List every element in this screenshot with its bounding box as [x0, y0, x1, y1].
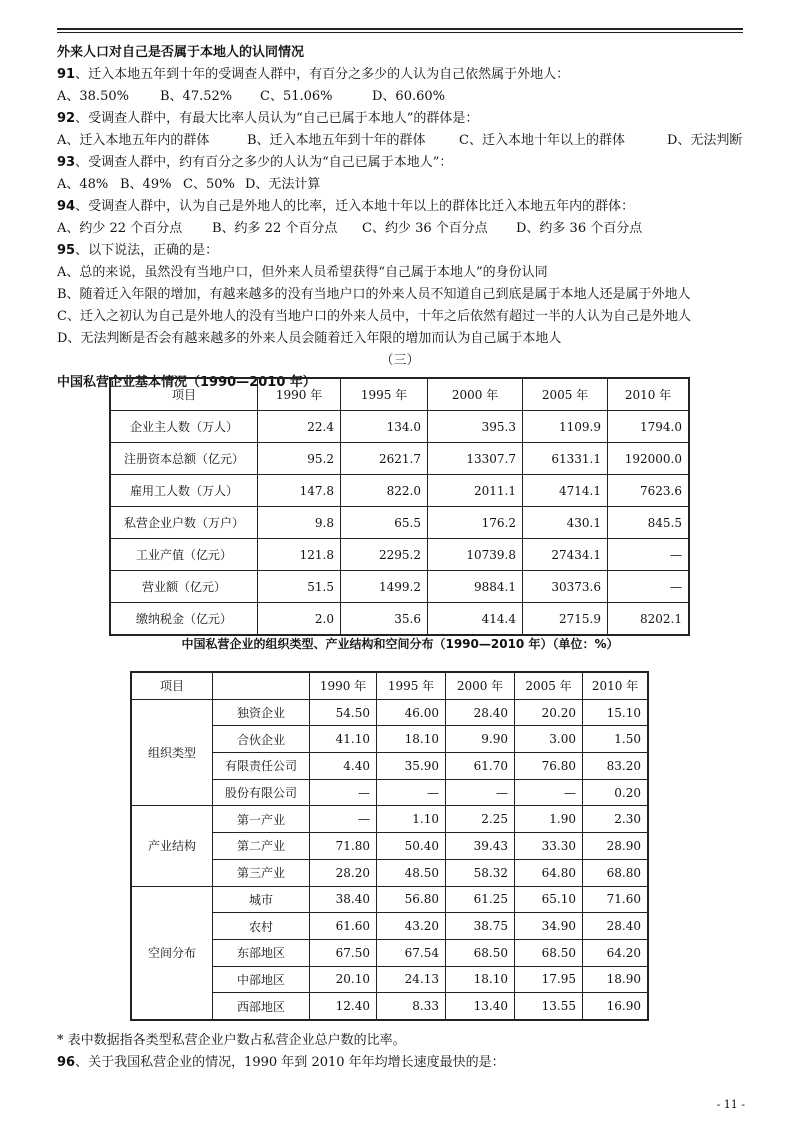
column-header: [213, 672, 310, 699]
table-cell: 8202.1: [608, 603, 690, 636]
table-cell: 56.80: [377, 886, 446, 913]
table-cell: 61.60: [310, 913, 377, 940]
table-cell: 22.4: [258, 411, 341, 443]
table-cell: 39.43: [446, 833, 515, 860]
table-cell: 76.80: [515, 753, 583, 780]
table-cell: 430.1: [523, 507, 608, 539]
table-cell: 24.13: [377, 966, 446, 993]
table-cell: 192000.0: [608, 443, 690, 475]
column-header: 2005 年: [523, 378, 608, 411]
row-label: 第二产业: [213, 833, 310, 860]
table-cell: 20.20: [515, 699, 583, 726]
table-cell: 395.3: [428, 411, 523, 443]
question-91: [57, 64, 757, 86]
table-cell: —: [608, 571, 690, 603]
table-cell: 61331.1: [523, 443, 608, 475]
question-number: 91: [57, 67, 76, 82]
table-cell: 64.20: [583, 939, 649, 966]
table-cell: 2295.2: [341, 539, 428, 571]
option: B、47.52%: [160, 89, 233, 104]
option: D、60.60%: [372, 89, 445, 104]
table-cell: 28.20: [310, 859, 377, 886]
table-cell: 38.40: [310, 886, 377, 913]
table-row: [131, 886, 648, 913]
table-cell: 30373.6: [523, 571, 608, 603]
table-cell: 48.50: [377, 859, 446, 886]
column-header: 1995 年: [341, 378, 428, 411]
group-label: 组织类型: [131, 699, 213, 806]
group-label: 空间分布: [131, 886, 213, 1020]
option: C、51.06%: [260, 89, 333, 104]
table-cell: 1.50: [583, 726, 649, 753]
table-cell: 67.50: [310, 939, 377, 966]
row-label: 中部地区: [213, 966, 310, 993]
structure-table: [130, 671, 649, 1021]
question-number: 96: [57, 1055, 76, 1070]
table-cell: 845.5: [608, 507, 690, 539]
table-cell: 65.10: [515, 886, 583, 913]
table-cell: 58.32: [446, 859, 515, 886]
table-cell: 65.5: [341, 507, 428, 539]
question-number: 94: [57, 199, 76, 214]
table-cell: 71.80: [310, 833, 377, 860]
table-cell: 17.95: [515, 966, 583, 993]
table2-title: 中国私营企业的组织类型、产业结构和空间分布（1990—2010 年）（单位：%）: [181, 637, 619, 651]
header-rule: [57, 28, 743, 30]
option: B、迁入本地五年到十年的群体: [247, 133, 426, 148]
option: A、38.50%: [57, 89, 129, 104]
row-label: 有限责任公司: [213, 753, 310, 780]
table-cell: 33.30: [515, 833, 583, 860]
table-cell: 134.0: [341, 411, 428, 443]
table-cell: 1794.0: [608, 411, 690, 443]
table-cell: 1499.2: [341, 571, 428, 603]
table-cell: 41.10: [310, 726, 377, 753]
option: C、约少 36 个百分点: [362, 221, 488, 236]
table-row: [110, 475, 689, 507]
row-label: 缴纳税金（亿元）: [110, 603, 258, 636]
row-label: 营业额（亿元）: [110, 571, 258, 603]
questions-section: [57, 42, 757, 394]
row-label: 农村: [213, 913, 310, 940]
row-label: 私营企业户数（万户）: [110, 507, 258, 539]
table-cell: —: [515, 779, 583, 806]
option-95-c: C、迁入之初认为自己是外地人的没有当地户口的外来人员中，十年之后依然有超过一半的人认为自己是外地人: [57, 309, 691, 324]
table-cell: —: [608, 539, 690, 571]
options-93: [57, 174, 757, 196]
row-label: 独资企业: [213, 699, 310, 726]
table-cell: 4.40: [310, 753, 377, 780]
table-cell: 34.90: [515, 913, 583, 940]
question-number: 95: [57, 243, 76, 258]
question-95: [57, 240, 757, 262]
option: D、无法判断: [667, 133, 743, 148]
question-93: [57, 152, 757, 174]
question-text: 、以下说法，正确的是：: [75, 243, 219, 258]
table-cell: 18.10: [446, 966, 515, 993]
table-cell: 147.8: [258, 475, 341, 507]
column-header: 1990 年: [310, 672, 377, 699]
row-label: 工业产值（亿元）: [110, 539, 258, 571]
table-cell: —: [446, 779, 515, 806]
table-cell: —: [310, 806, 377, 833]
table-cell: 20.10: [310, 966, 377, 993]
table-cell: 9.90: [446, 726, 515, 753]
table-cell: 2715.9: [523, 603, 608, 636]
option: B、49%: [120, 177, 172, 192]
column-header: 2010 年: [608, 378, 690, 411]
table-cell: 8.33: [377, 993, 446, 1020]
option-95-a: A、总的来说，虽然没有当地户口，但外来人员希望获得“自己属于本地人”的身份认同: [57, 265, 548, 280]
table-cell: 27434.1: [523, 539, 608, 571]
column-header: 项目: [131, 672, 213, 699]
table-row: [110, 411, 689, 443]
table-cell: 822.0: [341, 475, 428, 507]
table-cell: 3.00: [515, 726, 583, 753]
question-number: 93: [57, 155, 76, 170]
table-row: [110, 571, 689, 603]
option: A、迁入本地五年内的群体: [57, 133, 210, 148]
table-cell: 10739.8: [428, 539, 523, 571]
table-cell: 4714.1: [523, 475, 608, 507]
table-row: [131, 699, 648, 726]
table-cell: 28.40: [583, 913, 649, 940]
table-cell: 54.50: [310, 699, 377, 726]
table-header-row: [131, 672, 648, 699]
table-cell: 2.25: [446, 806, 515, 833]
table-cell: 9884.1: [428, 571, 523, 603]
table1-title: 中国私营企业基本情况（1990—2010 年）: [57, 375, 316, 390]
row-label: 城市: [213, 886, 310, 913]
table-cell: 83.20: [583, 753, 649, 780]
row-label: 企业主人数（万人）: [110, 411, 258, 443]
option: A、48%: [57, 177, 109, 192]
option: B、约多 22 个百分点: [212, 221, 338, 236]
row-label: 东部地区: [213, 939, 310, 966]
table-cell: 50.40: [377, 833, 446, 860]
options-91: [57, 86, 757, 108]
table-row: [110, 507, 689, 539]
table-cell: 43.20: [377, 913, 446, 940]
table-cell: 1109.9: [523, 411, 608, 443]
options-92: [57, 130, 757, 152]
column-header: 2010 年: [583, 672, 649, 699]
table-row: [110, 443, 689, 475]
row-label: 股份有限公司: [213, 779, 310, 806]
table-cell: 18.10: [377, 726, 446, 753]
option: C、迁入本地十年以上的群体: [459, 133, 625, 148]
column-header: 项目: [110, 378, 258, 411]
table-cell: 64.80: [515, 859, 583, 886]
row-label: 西部地区: [213, 993, 310, 1020]
question-text: 、受调查人群中，认为自己是外地人的比率，迁入本地十年以上的群体比迁入本地五年内的群体：: [75, 199, 635, 214]
page-number: - 11 -: [716, 1098, 745, 1111]
option: C、50%: [183, 177, 235, 192]
table-cell: 35.90: [377, 753, 446, 780]
table-cell: 67.54: [377, 939, 446, 966]
table-header-row: [110, 378, 689, 411]
table-cell: 0.20: [583, 779, 649, 806]
table-cell: 13.40: [446, 993, 515, 1020]
question-96: [57, 1052, 505, 1074]
table-cell: 2.0: [258, 603, 341, 636]
column-header: 2000 年: [446, 672, 515, 699]
table-cell: 28.40: [446, 699, 515, 726]
question-number: 92: [57, 111, 76, 126]
table-cell: 1.90: [515, 806, 583, 833]
option-95-b: B、随着迁入年限的增加，有越来越多的没有当地户口的外来人员不知道自己到底是属于本地人还是属于外地人: [57, 287, 691, 302]
question-text: 、受调查人群中，约有百分之多少的人认为“自己已属于本地人”：: [75, 155, 453, 170]
table-cell: 16.90: [583, 993, 649, 1020]
option: A、约少 22 个百分点: [57, 221, 183, 236]
table-cell: 121.8: [258, 539, 341, 571]
question-94: [57, 196, 757, 218]
table-cell: 1.10: [377, 806, 446, 833]
table-cell: 28.90: [583, 833, 649, 860]
table-cell: 176.2: [428, 507, 523, 539]
table-cell: 414.4: [428, 603, 523, 636]
question-text: 、关于我国私营企业的情况，1990 年到 2010 年年均增长速度最快的是：: [75, 1055, 505, 1070]
table-cell: 18.90: [583, 966, 649, 993]
table-cell: 15.10: [583, 699, 649, 726]
table-cell: 61.70: [446, 753, 515, 780]
table-cell: 2621.7: [341, 443, 428, 475]
row-label: 合伙企业: [213, 726, 310, 753]
table-cell: 12.40: [310, 993, 377, 1020]
row-label: 第三产业: [213, 859, 310, 886]
header-rule-thin: [57, 32, 743, 33]
question-text: 、受调查人群中，有最大比率人员认为“自己已属于本地人”的群体是：: [75, 111, 479, 126]
row-label: 第一产业: [213, 806, 310, 833]
table-cell: —: [377, 779, 446, 806]
option: D、约多 36 个百分点: [516, 221, 643, 236]
table-cell: 68.50: [515, 939, 583, 966]
table-cell: —: [310, 779, 377, 806]
group-label: 产业结构: [131, 806, 213, 886]
table-cell: 2011.1: [428, 475, 523, 507]
table-cell: 7623.6: [608, 475, 690, 507]
table-cell: 68.50: [446, 939, 515, 966]
table-cell: 2.30: [583, 806, 649, 833]
table-row: [110, 603, 689, 636]
section-heading: 外来人口对自己是否属于本地人的认同情况: [57, 45, 305, 60]
section-marker: （三）: [380, 353, 420, 368]
options-94: [57, 218, 757, 240]
table-cell: 35.6: [341, 603, 428, 636]
question-text: 、迁入本地五年到十年的受调查人群中，有百分之多少的人认为自己依然属于外地人：: [75, 67, 570, 82]
table-row: [131, 806, 648, 833]
column-header: 1995 年: [377, 672, 446, 699]
table-cell: 9.8: [258, 507, 341, 539]
question-92: [57, 108, 757, 130]
option: D、无法计算: [245, 177, 321, 192]
basic-info-table: [109, 377, 690, 636]
table-row: [110, 539, 689, 571]
table-cell: 71.60: [583, 886, 649, 913]
row-label: 雇用工人数（万人）: [110, 475, 258, 507]
table-cell: 38.75: [446, 913, 515, 940]
row-label: 注册资本总额（亿元）: [110, 443, 258, 475]
table-cell: 68.80: [583, 859, 649, 886]
table-cell: 95.2: [258, 443, 341, 475]
table-cell: 61.25: [446, 886, 515, 913]
table-cell: 46.00: [377, 699, 446, 726]
column-header: 1990 年: [258, 378, 341, 411]
table-footnote: * 表中数据指各类型私营企业户数占私营企业总户数的比率。: [57, 1033, 406, 1048]
option-95-d: D、无法判断是否会有越来越多的外来人员会随着迁入年限的增加而认为自己属于本地人: [57, 331, 562, 346]
column-header: 2000 年: [428, 378, 523, 411]
table-cell: 13.55: [515, 993, 583, 1020]
table-cell: 13307.7: [428, 443, 523, 475]
column-header: 2005 年: [515, 672, 583, 699]
table-cell: 51.5: [258, 571, 341, 603]
